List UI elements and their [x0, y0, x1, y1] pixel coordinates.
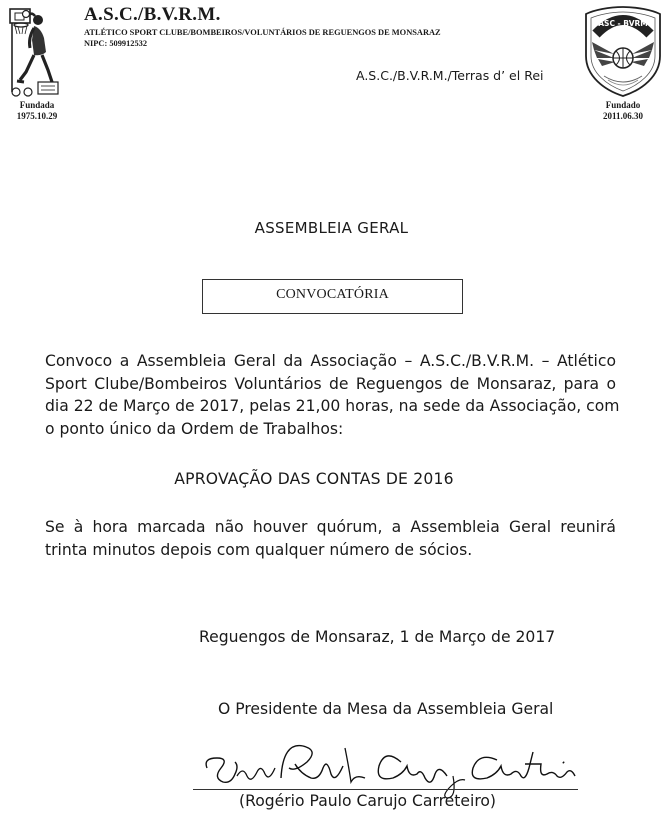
agenda-item: APROVAÇÃO DAS CONTAS DE 2016: [174, 470, 454, 488]
president-title: O Presidente da Mesa da Assembleia Geral: [218, 700, 554, 718]
president-name: (Rogério Paulo Carujo Carreteiro): [239, 792, 497, 810]
notice-label: CONVOCATÓRIA: [276, 287, 389, 302]
left-founded-date: 1975.10.29: [16, 111, 58, 121]
place-and-date: Reguengos de Monsaraz, 1 de Março de 2017: [199, 628, 556, 646]
quorum-paragraph-line: trinta minutos depois com qualquer número de sócios.: [45, 540, 473, 559]
call-paragraph-line: dia 22 de Março de 2017, pelas 21,00 horas, na sede da Associação, com: [45, 397, 620, 415]
handwritten-signature: [195, 738, 590, 800]
signature-line: [193, 789, 578, 790]
left-founded-label: Fundada: [19, 100, 55, 110]
right-founded-date: 2011.06.30: [602, 111, 643, 121]
quorum-paragraph-line: Se à hora marcada não houver quórum, a Assembleia Geral reunirá: [45, 518, 616, 536]
left-founded-note: [0, 100, 74, 122]
club-acronym: A.S.C./B.V.R.M.: [84, 4, 221, 25]
right-founded-note: [580, 100, 666, 122]
club-nipc: NIPC: 509912532: [84, 39, 148, 48]
team-badge-logo: [582, 4, 664, 98]
right-founded-label: Fundado: [605, 100, 641, 110]
badge-text: ASC - BVRM: [598, 19, 648, 28]
call-paragraph: [45, 350, 620, 440]
club-full-name: ATLÉTICO SPORT CLUBE/BOMBEIROS/VOLUNTÁRIOS DE REGUENGOS DE MONSARAZ: [84, 28, 441, 37]
call-paragraph-line: Sport Clube/Bombeiros Voluntários de Reguengos de Monsaraz, para o: [45, 374, 616, 393]
call-paragraph-line: o ponto único da Ordem de Trabalhos:: [45, 419, 344, 438]
club-emblem-logo: [8, 6, 64, 98]
team-line: A.S.C./B.V.R.M./Terras d’ el Rei: [356, 68, 544, 83]
call-paragraph-line: Convoco a Assembleia Geral da Associação – A.S.C./B.V.R.M. – Atlético: [45, 352, 616, 370]
quorum-paragraph: [45, 516, 616, 561]
assembly-title: ASSEMBLEIA GERAL: [254, 219, 409, 237]
